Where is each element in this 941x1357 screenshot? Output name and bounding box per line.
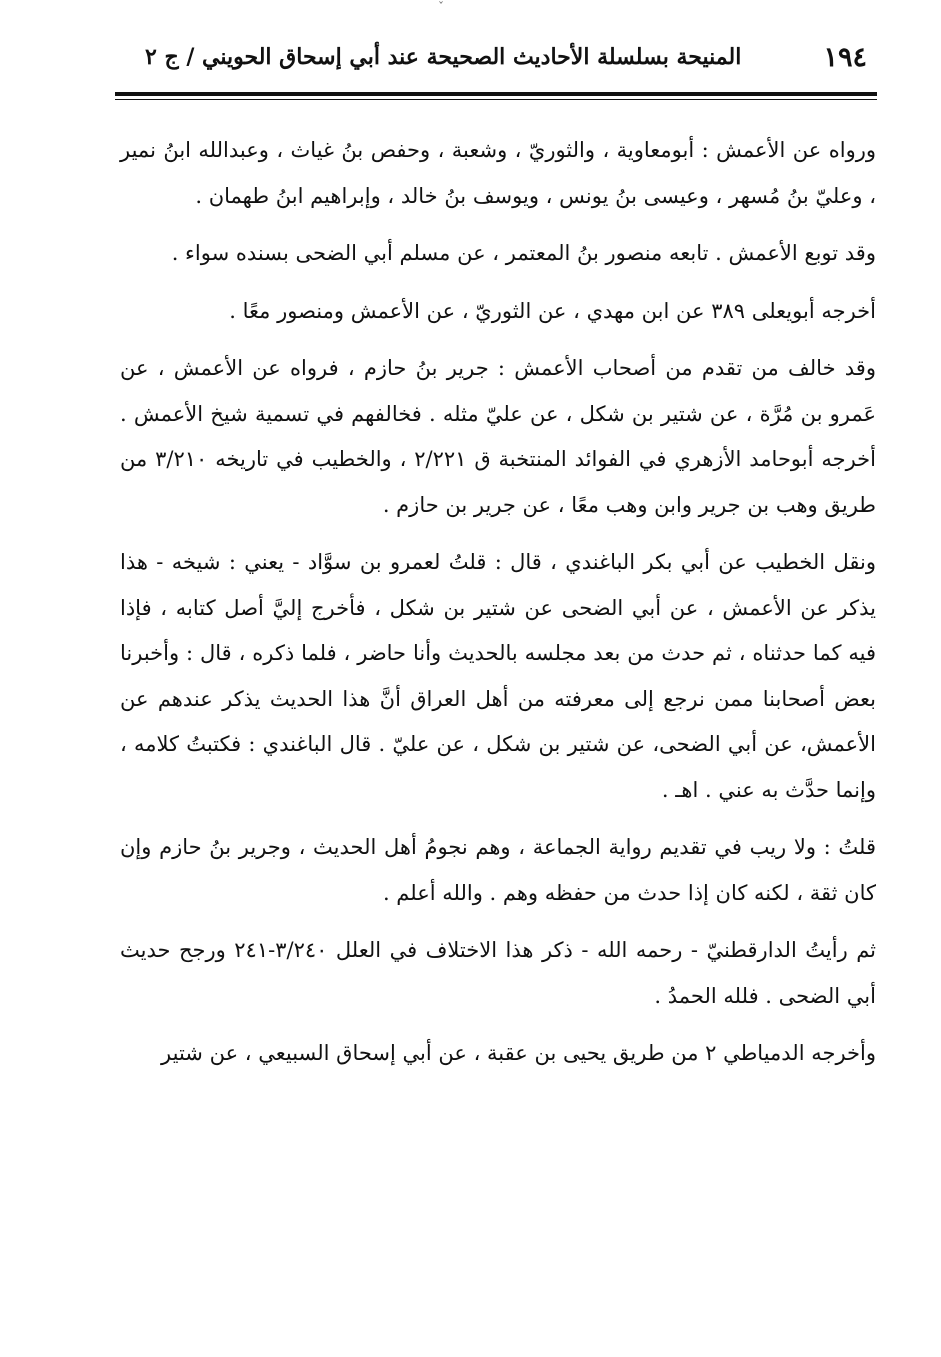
scan-mark: ˇ [438, 0, 444, 14]
running-title: المنيحة بسلسلة الأحاديث الصحيحة عند أبي إسحاق الحويني / ج ٢ [145, 44, 742, 70]
paragraph-jarir-dissent: وقد خالف من تقدم من أصحاب الأعمش : جرير بنُ حازم ، فرواه عن الأعمش ، عن عَمرو بن مُرَّة ، عن شتير بن شكل ، عن عليّ مثله . فخالفهم في تسمية شيخ الأعمش . أخرجه أبوحامد الأزهري في الفوائد المنتخبة ق ٢/٢٢١ ، والخطيب في تاريخه ٣/٢١٠ من طريق وهب بن جرير وابن وهب معًا ، عن جرير بن حازم . [120, 356, 876, 517]
paragraph-narrators: ورواه عن الأعمش : أبومعاوية ، والثوريّ ، وشعبة ، وحفص بنُ غياث ، وعبدالله ابنُ نمير ، وعليّ بنُ مُسهر ، وعيسى بنُ يونس ، ويوسف بنُ خالد ، وإبراهيم ابنُ طهمان . [120, 138, 876, 208]
paragraph-dimyati: وأخرجه الدمياطي ٢ من طريق يحيى بن عقبة ، عن أبي إسحاق السبيعي ، عن شتير [161, 1041, 876, 1065]
paragraph-khatib-quote: ونقل الخطيب عن أبي بكر الباغندي ، قال : قلتُ لعمرو بن سوَّاد - يعني : شيخه - هذا يذكر عن الأعمش ، عن أبي الضحى عن شتير بن شكل ، فأخرج إليَّ أصل كتابه ، فإذا فيه كما حدثناه ، ثم حدث من بعد مجلسه بالحديث وأنا حاضر ، فلما ذكره ، قال : وأخبرنا بعض أصحابنا ممن نرجع إلى معرفته من أهل العراق أنَّ هذا الحديث يذكر عندهم عن الأعمش، عن أبي الضحى، عن شتير بن شكل ، عن عليّ . قال الباغندي : فكتبتُ كلامه ، وإنما حدَّث به عني . اهـ . [120, 550, 876, 802]
page-number: ١٩٤ [823, 42, 867, 73]
page-header [115, 38, 875, 94]
paragraph-mutaba: وقد توبع الأعمش . تابعه منصور بنُ المعتمر ، عن مسلم أبي الضحى بسنده سواء . [171, 241, 876, 265]
paragraph-author-note: قلتُ : ولا ريب في تقديم رواية الجماعة ، وهم نجومُ أهل الحديث ، وجرير بنُ حازم وإن كان ثقة ، لكنه كان إذا حدث من حفظه وهم . والله أعلم . [120, 835, 876, 905]
paragraph-daraqutni: ثم رأيتُ الدارقطنيّ - رحمه الله - ذكر هذا الاختلاف في العلل ٣/٢٤٠-٢٤١ ورجح حديث أبي الضحى . فلله الحمدُ . [120, 938, 877, 1008]
paragraph-abu-yala: أخرجه أبويعلى ٣٨٩ عن ابن مهدي ، عن الثوريّ ، عن الأعمش ومنصور معًا . [229, 298, 876, 323]
header-rule-thin [115, 99, 877, 100]
body-text [120, 128, 876, 1089]
header-rule-thick [115, 92, 877, 96]
